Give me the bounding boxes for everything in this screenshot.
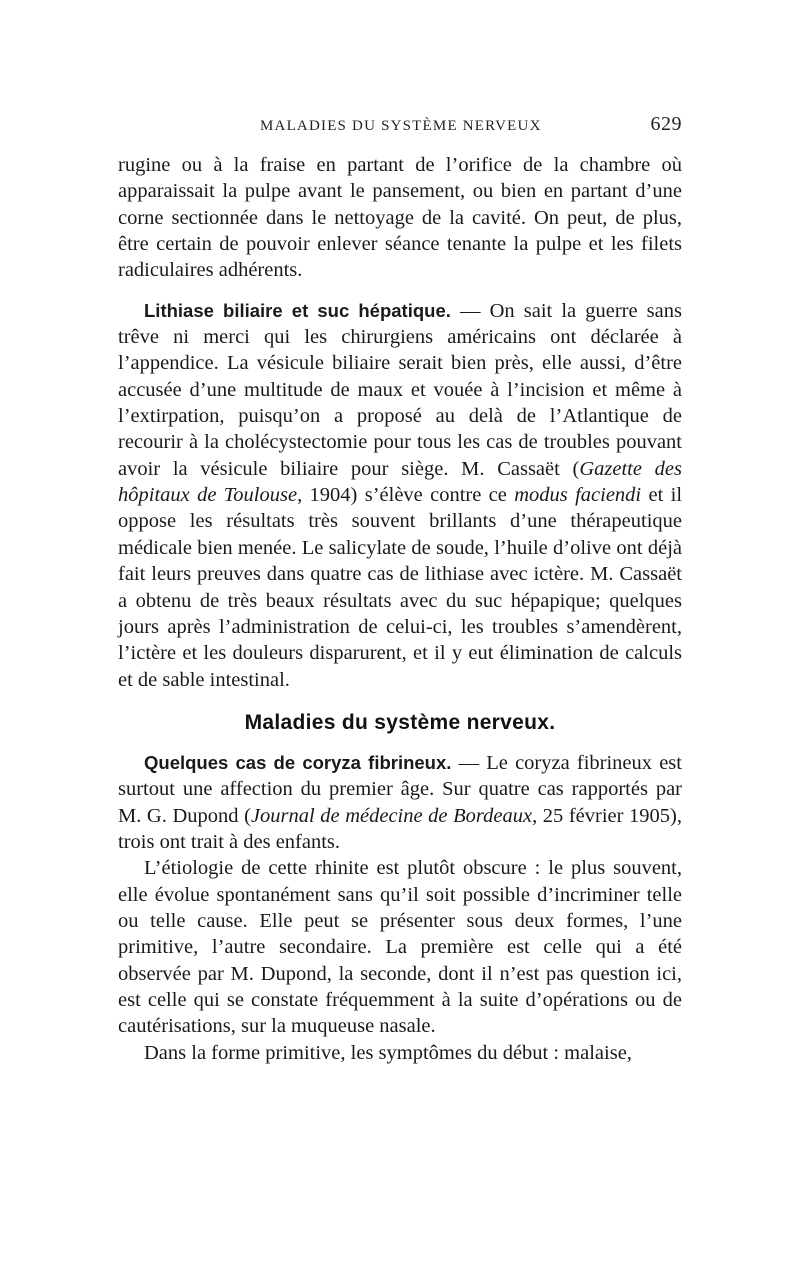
lithiase-paragraph [118,298,682,693]
running-title: MALADIES DU SYSTÈME NERVEUX [260,118,542,134]
lithiase-source: Gazette des hôpitaux de Toulouse [118,457,683,507]
lithiase-text-2: , 1904) s’élève contre ce [297,484,515,507]
page-number: 629 [650,113,682,135]
book-page [118,112,682,1066]
lithiase-heading: Lithiase biliaire et suc hépatique. [144,299,451,321]
continued-paragraph [118,152,682,284]
page-body [118,152,682,1066]
paragraph-gap [118,284,682,298]
lithiase-text-1: — On sait la guerre sans trêve ni merci qui les chirurgiens américains ont déclarée à l’appendice. La vésicule biliaire serait bien près, elle aussi, d’être accusée d’une multitude de maux et vouée à l’incision et même à l’extirpation, puisqu’on a proposé au delà de l’Atlantique de recourir à la cholécystectomie pour tous les cas de troubles pouvant avoir la vésicule biliaire pour siège. M. Cassaët ( [118,299,682,480]
coryza-source: Journal de médecine de Bordeaux [250,804,533,827]
coryza-paragraph [118,750,682,855]
continued-paragraph-text: rugine ou à la fraise en partant de l’orifice de la chambre où apparaissait la pulpe avant le pansement, ou bien en partant d’une corne sectionnée dans le nettoyage de la cavité. On peut, de plus, être certain de pouvoir enlever séance tenante la pulpe et les filets radiculaires adhérents. [118,154,682,282]
coryza-text-1: — Le coryza fibrineux est surtout une affection du premier âge. Sur quatre cas rapportés par M. G. Dupond ( [118,751,682,827]
running-head [118,112,682,142]
lithiase-text-3: et il oppose les résultats très souvent brillants d’une thérapeutique médicale bien menée. Le salicylate de soude, l’huile d’olive ont déjà fait leurs preuves dans quatre cas de lithiase avec ictère. M. Cassaët a obtenu de très beaux résultats avec du suc hépapique; quelques jours après l’administration de celui-ci, les troubles s’amendèrent, l’ictère et les douleurs disparurent, et il y eut élimination de calculs et de sable intestinal. [118,484,683,691]
etiology-paragraph: L’étiologie de cette rhinite est plutôt obscure : le plus souvent, elle évolue spontanément sans qu’il soit possible d’incriminer telle ou telle cause. Elle peut se présenter sous deux formes, l’une primitive, l’autre secondaire. La première est celle qui a été observée par M. Dupond, la seconde, dont il n’est pas question ici, est celle qui se constate fréquemment à la suite d’opérations ou de cautérisations, sur la muqueuse nasale. [118,857,682,1038]
section-heading: Maladies du système nerveux. [244,710,556,734]
symptoms-paragraph: Dans la forme primitive, les symptômes du début : malaise, [144,1041,632,1064]
lithiase-latin: modus faciendi [514,484,642,507]
coryza-heading: Quelques cas de coryza fibrineux. [144,751,452,773]
coryza-text-2: , 25 février 1905), trois ont trait à des enfants. [118,804,683,853]
